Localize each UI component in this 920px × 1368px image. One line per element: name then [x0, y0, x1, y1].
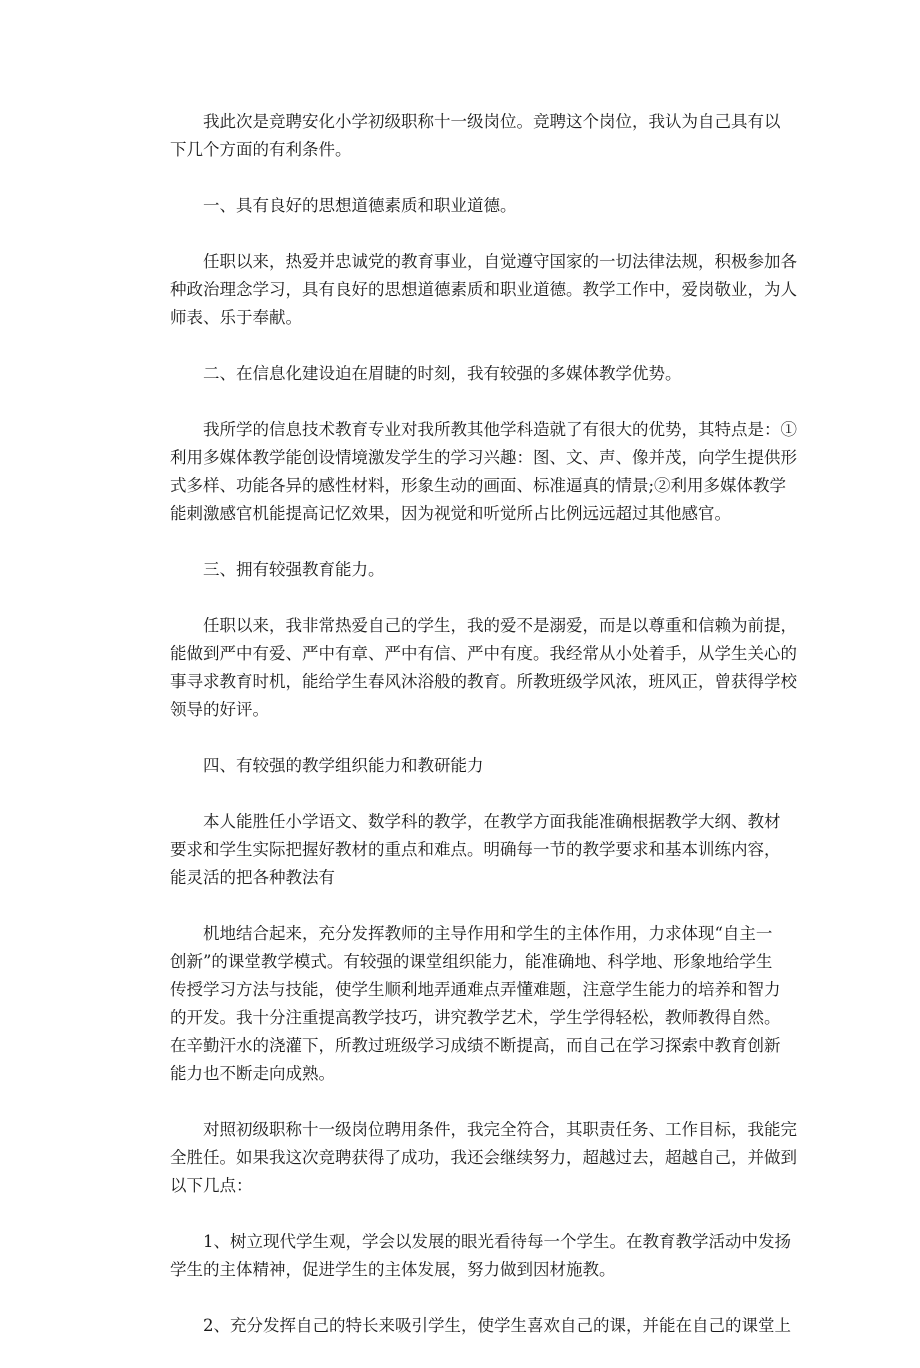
text-line: 利用多媒体教学能创设情境激发学生的学习兴趣：图、文、声、像并茂，向学生提供形: [170, 448, 797, 467]
text-line: 对照初级职称十一级岗位聘用条件，我完全符合，其职责任务、工作目标，我能完: [203, 1120, 797, 1139]
text-line: 学生的主体精神，促进学生的主体发展，努力做到因材施教。: [170, 1260, 616, 1279]
list-item-2: [137, 1312, 797, 1340]
paragraph-section-2: [137, 416, 797, 528]
paragraph-commitment: [137, 1116, 797, 1200]
text-line: 事寻求教育时机，能给学生春风沐浴般的教育。所教班级学风浓，班风正，曾获得学校: [170, 672, 797, 691]
section-heading-2: [137, 360, 797, 388]
text-line: 机地结合起来，充分发挥教师的主导作用和学生的主体作用，力求体现“自主一: [203, 924, 773, 943]
text-line: 在辛勤汗水的浇灌下，所教过班级学习成绩不断提高，而自己在学习探索中教育创新: [170, 1036, 781, 1055]
text-line: 本人能胜任小学语文、数学科的教学，在教学方面我能准确根据教学大纲、教材: [203, 812, 781, 831]
text-line: 一、具有良好的思想道德素质和职业道德。: [203, 196, 517, 215]
text-line: 能刺激感官机能提高记忆效果，因为视觉和听觉所占比例远远超过其他感官。: [170, 504, 731, 523]
text-line: 能灵活的把各种教法有: [170, 868, 335, 887]
text-line: 下几个方面的有利条件。: [170, 140, 352, 159]
section-heading-1: [137, 192, 797, 220]
text-line: 要求和学生实际把握好教材的重点和难点。明确每一节的教学要求和基本训练内容，: [170, 840, 781, 859]
text-line: 任职以来，热爱并忠诚党的教育事业，自觉遵守国家的一切法律法规，积极参加各: [203, 252, 797, 271]
document-body: [137, 108, 797, 1368]
paragraph-intro: [137, 108, 797, 164]
section-heading-4: [137, 752, 797, 780]
text-line: 领导的好评。: [170, 700, 269, 719]
text-line: 二、在信息化建设迫在眉睫的时刻，我有较强的多媒体教学优势。: [203, 364, 682, 383]
list-item-1: [137, 1228, 797, 1284]
text-line: 种政治理念学习，具有良好的思想道德素质和职业道德。教学工作中，爱岗敬业，为人: [170, 280, 797, 299]
text-line: 的开发。我十分注重提高教学技巧，讲究教学艺术，学生学得轻松，教师教得自然。: [170, 1008, 781, 1027]
text-line: 以下几点：: [170, 1176, 253, 1195]
text-line: 任职以来，我非常热爱自己的学生，我的爱不是溺爱，而是以尊重和信赖为前提，: [203, 616, 797, 635]
text-line: 1、树立现代学生观，学会以发展的眼光看待每一个学生。在教育教学活动中发扬: [203, 1232, 791, 1251]
text-line: 能力也不断走向成熟。: [170, 1064, 335, 1083]
text-line: 三、拥有较强教育能力。: [203, 560, 385, 579]
text-line: 能做到严中有爱、严中有章、严中有信、严中有度。我经常从小处着手，从学生关心的: [170, 644, 797, 663]
section-heading-3: [137, 556, 797, 584]
paragraph-section-3: [137, 612, 797, 724]
text-line: 我此次是竞聘安化小学初级职称十一级岗位。竞聘这个岗位，我认为自己具有以: [203, 112, 781, 131]
paragraph-section-1: [137, 248, 797, 332]
text-line: 创新”的课堂教学模式。有较强的课堂组织能力，能准确地、科学地、形象地给学生: [170, 952, 773, 971]
text-line: 师表、乐于奉献。: [170, 308, 302, 327]
text-line: 四、有较强的教学组织能力和教研能力: [203, 756, 484, 775]
paragraph-section-4b: [137, 920, 797, 1088]
text-line: 式多样、功能各异的感性材料，形象生动的画面、标准逼真的情景;②利用多媒体教学: [170, 476, 787, 495]
text-line: 我所学的信息技术教育专业对我所教其他学科造就了有很大的优势，其特点是：①: [203, 420, 797, 439]
paragraph-section-4a: [137, 808, 797, 892]
text-line: 全胜任。如果我这次竞聘获得了成功，我还会继续努力，超越过去，超越自己，并做到: [170, 1148, 797, 1167]
text-line: 传授学习方法与技能，使学生顺利地弄通难点弄懂难题，注意学生能力的培养和智力: [170, 980, 781, 999]
text-line: 2、充分发挥自己的特长来吸引学生，使学生喜欢自己的课，并能在自己的课堂上: [203, 1316, 791, 1335]
